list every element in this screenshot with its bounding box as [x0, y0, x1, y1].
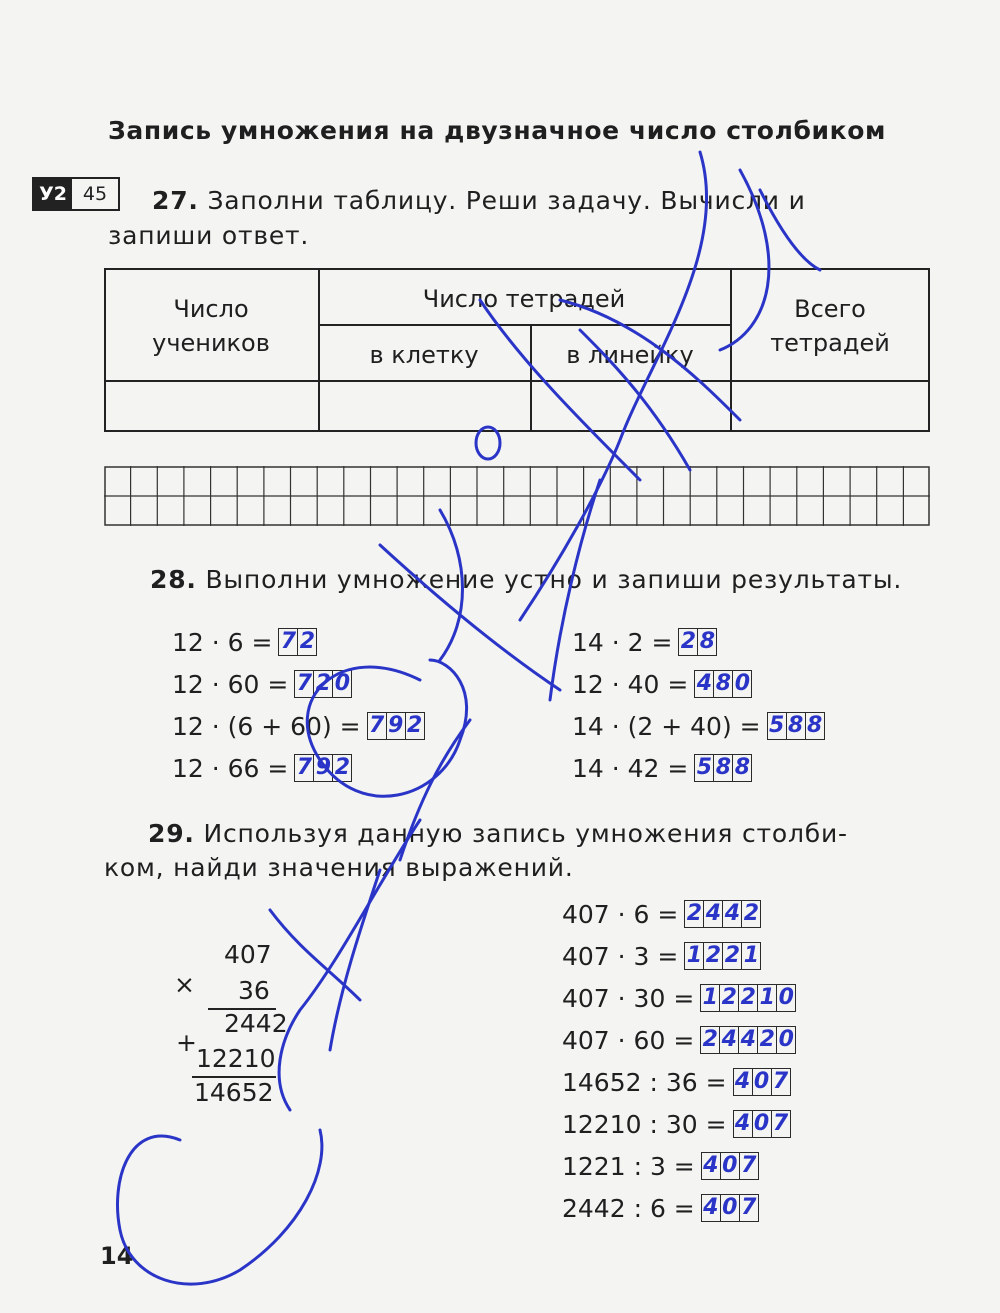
- answer-boxes[interactable]: [294, 754, 352, 782]
- answer-digit-box[interactable]: [720, 1027, 739, 1053]
- answer-digit-box[interactable]: [806, 713, 824, 739]
- badge-number: 45: [72, 179, 118, 209]
- handwritten-digit: 9: [387, 713, 404, 738]
- answer-boxes[interactable]: [294, 670, 352, 698]
- handwritten-digit: 2: [724, 943, 741, 968]
- times-sign: ×: [174, 970, 195, 999]
- answer-digit-box[interactable]: [298, 629, 316, 655]
- table-cell-total[interactable]: [732, 382, 928, 430]
- expression-row: [562, 982, 796, 1014]
- product-result: 14652: [194, 1078, 274, 1107]
- handwritten-digit: 2: [334, 755, 351, 780]
- expression-row: [562, 898, 761, 930]
- handwritten-digit: 7: [280, 629, 297, 654]
- expression-row: [562, 1024, 796, 1056]
- handwritten-digit: 7: [741, 1195, 757, 1220]
- answer-digit-box[interactable]: [685, 943, 704, 969]
- table-header-total: Всего тетрадей: [770, 295, 890, 357]
- answer-boxes[interactable]: [278, 628, 317, 656]
- handwritten-digit: 4: [703, 1153, 719, 1178]
- answer-digit-box[interactable]: [714, 755, 733, 781]
- expression-text: 12 · 66 =: [172, 753, 289, 783]
- handwritten-digit: 5: [696, 755, 713, 780]
- task27-line2: запиши ответ.: [108, 221, 310, 250]
- table-header-notebooks: Число тетрадей: [422, 285, 626, 313]
- handwritten-digit: 0: [734, 671, 751, 696]
- handwritten-digit: 2: [406, 713, 423, 738]
- answer-digit-box[interactable]: [295, 671, 314, 697]
- page-number: 14: [100, 1242, 134, 1270]
- section-heading: Запись умножения на двузначное число столбиком: [108, 116, 887, 145]
- handwritten-digit: 1: [686, 943, 703, 968]
- expression-row: [562, 1150, 759, 1182]
- answer-digit-box[interactable]: [742, 943, 760, 969]
- expression-row: [562, 1108, 791, 1140]
- expression-text: 14 · 42 =: [572, 753, 689, 783]
- partial-product-2: 12210: [196, 1044, 276, 1073]
- handwritten-digit: 8: [715, 671, 732, 696]
- handwritten-digit: 7: [296, 755, 313, 780]
- answer-digit-box[interactable]: [704, 943, 723, 969]
- answer-digit-box[interactable]: [702, 1195, 721, 1221]
- answer-digit-box[interactable]: [279, 629, 298, 655]
- expression-row: [172, 752, 352, 784]
- answer-digit-box[interactable]: [333, 671, 351, 697]
- answer-boxes[interactable]: [694, 670, 752, 698]
- answer-digit-box[interactable]: [740, 1195, 758, 1221]
- answer-boxes[interactable]: [367, 712, 425, 740]
- handwritten-digit: 4: [705, 901, 722, 926]
- handwritten-digit: 2: [680, 629, 697, 654]
- answer-digit-box[interactable]: [753, 1111, 772, 1137]
- answer-digit-box[interactable]: [406, 713, 424, 739]
- expression-text: 407 · 60 =: [562, 1025, 695, 1055]
- task28-text: Выполни умножение устно и запиши результаты.: [205, 565, 903, 594]
- answer-digit-box[interactable]: [679, 629, 698, 655]
- answer-digit-box[interactable]: [333, 755, 351, 781]
- answer-digit-box[interactable]: [685, 901, 704, 927]
- expression-text: 12210 : 30 =: [562, 1109, 727, 1139]
- handwritten-digit: 1: [759, 985, 775, 1010]
- answer-digit-box[interactable]: [314, 671, 333, 697]
- answer-boxes[interactable]: [678, 628, 717, 656]
- multiplier: 36: [238, 976, 270, 1005]
- answer-digit-box[interactable]: [721, 1153, 740, 1179]
- level-badge: [32, 177, 120, 211]
- answer-boxes[interactable]: [694, 754, 752, 782]
- expression-row: [562, 1192, 759, 1224]
- answer-digit-box[interactable]: [704, 901, 723, 927]
- handwritten-digit: 4: [740, 1027, 756, 1052]
- handwritten-digit: 2: [721, 985, 737, 1010]
- handwritten-digit: 7: [772, 1111, 789, 1136]
- handwritten-digit: 7: [741, 1153, 757, 1178]
- handwritten-digit: 2: [686, 901, 703, 926]
- partial-product-1: 2442: [224, 1009, 288, 1038]
- handwritten-digit: 8: [699, 629, 716, 654]
- task29-number: 29.: [148, 819, 195, 848]
- answer-boxes[interactable]: [684, 942, 761, 970]
- handwritten-digit: 2: [759, 1027, 775, 1052]
- answer-boxes[interactable]: [700, 984, 796, 1012]
- task28-number: 28.: [150, 565, 197, 594]
- ink-stroke-14: [270, 910, 360, 1000]
- handwritten-digit: 7: [772, 1069, 789, 1094]
- handwritten-digit: 2: [299, 629, 316, 654]
- handwritten-digit: 5: [768, 713, 785, 738]
- handwritten-digit: 9: [315, 755, 332, 780]
- handwritten-digit: 4: [703, 1195, 719, 1220]
- answer-digit-box[interactable]: [695, 755, 714, 781]
- handwritten-digit: 0: [722, 1195, 738, 1220]
- table-cell-lined[interactable]: [532, 382, 730, 430]
- answer-digit-box[interactable]: [701, 985, 720, 1011]
- expression-text: 14652 : 36 =: [562, 1067, 727, 1097]
- answer-boxes[interactable]: [684, 900, 761, 928]
- expression-row: [562, 940, 761, 972]
- handwritten-digit: 7: [368, 713, 385, 738]
- ink-stroke-13: [330, 870, 380, 1050]
- expression-row: [572, 710, 825, 742]
- task28-line: [150, 563, 902, 597]
- answer-boxes[interactable]: [700, 1026, 796, 1054]
- expression-text: 407 · 30 =: [562, 983, 695, 1013]
- expression-row: [572, 752, 752, 784]
- answer-digit-box[interactable]: [702, 1153, 721, 1179]
- answer-digit-box[interactable]: [753, 1069, 772, 1095]
- expression-text: 2442 : 6 =: [562, 1193, 695, 1223]
- handwritten-digit: 0: [334, 671, 351, 696]
- answer-digit-box[interactable]: [295, 755, 314, 781]
- answer-boxes[interactable]: [701, 1194, 759, 1222]
- answer-digit-box[interactable]: [701, 1027, 720, 1053]
- answer-digit-box[interactable]: [723, 943, 742, 969]
- ink-stroke-15: [118, 1130, 322, 1284]
- table-cell-pupils[interactable]: [106, 382, 318, 430]
- handwritten-digit: 7: [296, 671, 313, 696]
- expression-text: 14 · (2 + 40) =: [572, 711, 761, 741]
- handwritten-digit: 2: [315, 671, 332, 696]
- handwritten-digit: 4: [734, 1069, 751, 1094]
- handwritten-digit: 8: [787, 713, 804, 738]
- answer-grid[interactable]: [104, 466, 930, 526]
- handwritten-digit: 8: [734, 755, 751, 780]
- handwritten-digit: 0: [753, 1111, 770, 1136]
- expression-text: 407 · 6 =: [562, 899, 679, 929]
- answer-boxes[interactable]: [701, 1152, 759, 1180]
- expression-text: 12 · 60 =: [172, 669, 289, 699]
- expression-text: 1221 : 3 =: [562, 1151, 695, 1181]
- answer-digit-box[interactable]: [714, 671, 733, 697]
- answer-digit-box[interactable]: [777, 1027, 795, 1053]
- answer-digit-box[interactable]: [772, 1111, 790, 1137]
- handwritten-digit: 4: [734, 1111, 751, 1136]
- task27-text: Заполни таблицу. Реши задачу. Вычисли и: [207, 186, 806, 215]
- handwritten-digit: 1: [743, 943, 760, 968]
- task27-table: [104, 268, 930, 432]
- handwritten-digit: 0: [722, 1153, 738, 1178]
- answer-digit-box[interactable]: [698, 629, 716, 655]
- answer-digit-box[interactable]: [733, 755, 751, 781]
- answer-digit-box[interactable]: [723, 901, 742, 927]
- answer-digit-box[interactable]: [787, 713, 806, 739]
- handwritten-digit: 4: [724, 901, 741, 926]
- answer-boxes[interactable]: [733, 1068, 791, 1096]
- handwritten-digit: 8: [715, 755, 732, 780]
- plus-sign: +: [176, 1028, 197, 1057]
- answer-digit-box[interactable]: [758, 985, 777, 1011]
- handwritten-digit: 4: [721, 1027, 737, 1052]
- answer-boxes[interactable]: [733, 1110, 791, 1138]
- answer-digit-box[interactable]: [734, 1111, 753, 1137]
- task29-text: Используя данную запись умножения столби-: [203, 819, 848, 848]
- answer-digit-box[interactable]: [739, 1027, 758, 1053]
- expression-text: 12 · 6 =: [172, 627, 273, 657]
- answer-digit-box[interactable]: [733, 671, 751, 697]
- answer-digit-box[interactable]: [387, 713, 406, 739]
- handwritten-digit: 8: [806, 713, 823, 738]
- answer-digit-box[interactable]: [758, 1027, 777, 1053]
- task29-line1: [148, 817, 848, 851]
- handwritten-digit: 0: [778, 985, 794, 1010]
- handwritten-digit: 0: [778, 1027, 794, 1052]
- handwritten-digit: 2: [705, 943, 722, 968]
- expression-row: [172, 710, 425, 742]
- answer-digit-box[interactable]: [742, 901, 760, 927]
- answer-digit-box[interactable]: [368, 713, 387, 739]
- answer-digit-box[interactable]: [721, 1195, 740, 1221]
- table-header-squared: в клетку: [369, 341, 479, 369]
- answer-digit-box[interactable]: [777, 985, 795, 1011]
- expression-text: 12 · (6 + 60) =: [172, 711, 361, 741]
- handwritten-digit: 1: [702, 985, 718, 1010]
- expression-row: [562, 1066, 791, 1098]
- answer-digit-box[interactable]: [772, 1069, 790, 1095]
- answer-digit-box[interactable]: [768, 713, 787, 739]
- expression-row: [172, 626, 317, 658]
- expression-row: [172, 668, 352, 700]
- task29-line2: ком, найди значения выражений.: [104, 853, 574, 882]
- handwritten-digit: 2: [740, 985, 756, 1010]
- expression-text: 12 · 40 =: [572, 669, 689, 699]
- expression-row: [572, 668, 752, 700]
- answer-digit-box[interactable]: [314, 755, 333, 781]
- multiplicand: 407: [224, 940, 272, 969]
- answer-digit-box[interactable]: [695, 671, 714, 697]
- badge-level: У2: [34, 179, 72, 209]
- handwritten-digit: 4: [696, 671, 713, 696]
- answer-boxes[interactable]: [767, 712, 825, 740]
- expression-text: 407 · 3 =: [562, 941, 679, 971]
- expression-text: 14 · 2 =: [572, 627, 673, 657]
- handwritten-digit: 2: [702, 1027, 718, 1052]
- expression-row: [572, 626, 717, 658]
- table-cell-squared[interactable]: [320, 382, 530, 430]
- answer-digit-box[interactable]: [720, 985, 739, 1011]
- table-header-pupils: Число учеников: [152, 295, 270, 357]
- task27-line1: [152, 184, 806, 218]
- handwritten-digit: 2: [743, 901, 760, 926]
- task27-number: 27.: [152, 186, 199, 215]
- table-header-lined: в линейку: [566, 341, 694, 369]
- answer-digit-box[interactable]: [734, 1069, 753, 1095]
- answer-digit-box[interactable]: [740, 1153, 758, 1179]
- answer-digit-box[interactable]: [739, 985, 758, 1011]
- handwritten-digit: 0: [753, 1069, 770, 1094]
